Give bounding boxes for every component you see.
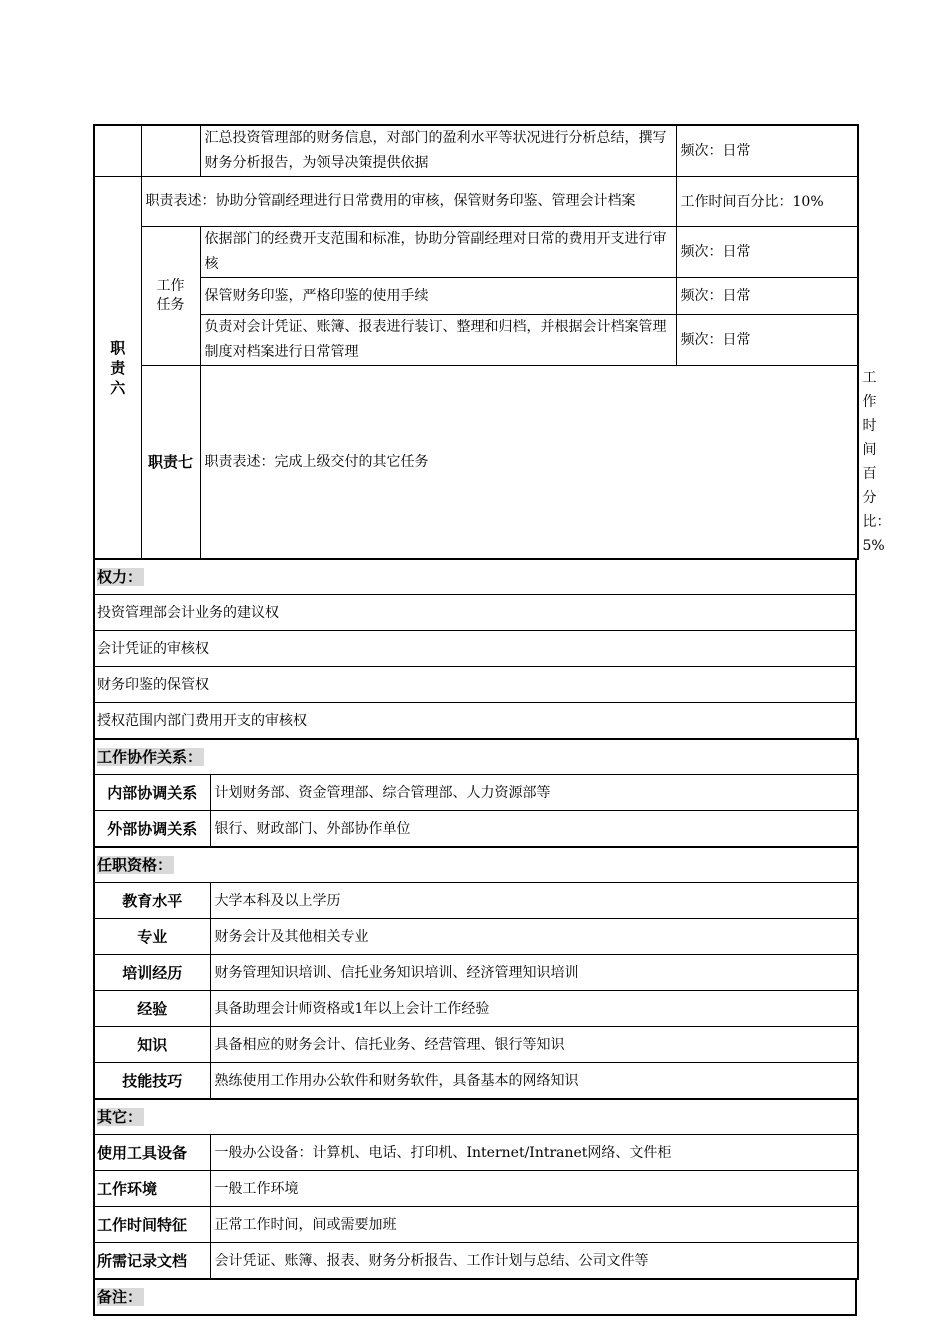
qualification-value: 熟练使用工作用办公软件和财务软件，具备基本的网络知识	[210, 1063, 858, 1100]
duty6-description-row	[94, 177, 858, 227]
duty-continued-row	[94, 125, 858, 177]
other-header-row	[94, 1099, 858, 1135]
duty6-task-row	[94, 315, 858, 366]
task-frequency: 频次：日常	[676, 315, 858, 366]
other-table	[93, 1098, 859, 1280]
task-label-cell-empty	[141, 125, 200, 177]
other-row	[94, 1243, 858, 1280]
other-label: 工作时间特征	[94, 1207, 210, 1243]
qualification-section-title: 任职资格：	[94, 847, 858, 883]
qualification-label: 技能技巧	[94, 1063, 210, 1100]
cooperation-value: 计划财务部、资金管理部、综合管理部、人力资源部等	[210, 775, 858, 811]
power-item-row	[94, 703, 856, 740]
remark-section-title: 备注：	[94, 1279, 856, 1315]
duty7-description: 职责表述：完成上级交付的其它任务	[200, 366, 858, 560]
qualification-label: 经验	[94, 991, 210, 1027]
qualification-row	[94, 1027, 858, 1063]
task-text: 汇总投资管理部的财务信息，对部门的盈利水平等状况进行分析总结，撰写财务分析报告，为领导决策提供依据	[200, 125, 676, 177]
task-text: 保管财务印鉴，严格印鉴的使用手续	[200, 278, 676, 315]
other-label: 所需记录文档	[94, 1243, 210, 1280]
duties-table	[93, 124, 891, 560]
power-item-row	[94, 631, 856, 667]
power-item: 授权范围内部门费用开支的审核权	[94, 703, 856, 740]
other-value: 会计凭证、账簿、报表、财务分析报告、工作计划与总结、公司文件等	[210, 1243, 858, 1280]
cooperation-table	[93, 738, 859, 848]
other-value: 一般办公设备：计算机、电话、打印机、Internet/Intranet网络、文件柜	[210, 1135, 858, 1171]
duty6-task-row	[94, 278, 858, 315]
qualification-label: 培训经历	[94, 955, 210, 991]
duty6-task-row	[94, 227, 858, 278]
qualification-row	[94, 955, 858, 991]
task-frequency: 频次：日常	[676, 278, 858, 315]
qualification-row	[94, 919, 858, 955]
qualification-label: 专业	[94, 919, 210, 955]
qualification-value: 具备助理会计师资格或1年以上会计工作经验	[210, 991, 858, 1027]
power-section-title: 权力：	[94, 559, 856, 595]
cooperation-label: 外部协调关系	[94, 811, 210, 848]
qualification-label: 知识	[94, 1027, 210, 1063]
other-value: 正常工作时间，间或需要加班	[210, 1207, 858, 1243]
cooperation-row	[94, 775, 858, 811]
remark-header-row	[94, 1279, 856, 1315]
power-item: 会计凭证的审核权	[94, 631, 856, 667]
task-text: 负责对会计凭证、账簿、报表进行装订、整理和归档，并根据会计档案管理制度对档案进行日常管理	[200, 315, 676, 366]
qualification-value: 大学本科及以上学历	[210, 883, 858, 919]
remark-table	[93, 1278, 857, 1316]
qualification-row	[94, 883, 858, 919]
task-frequency: 频次：日常	[676, 227, 858, 278]
qualification-value: 财务会计及其他相关专业	[210, 919, 858, 955]
cooperation-row	[94, 811, 858, 848]
duty7-label: 职责七	[141, 366, 200, 560]
power-header-row	[94, 559, 856, 595]
other-label: 工作环境	[94, 1171, 210, 1207]
task-text: 依据部门的经费开支范围和标准，协助分管副经理对日常的费用开支进行审核	[200, 227, 676, 278]
duty7-row: 职责七 职责表述：完成上级交付的其它任务 工作时间百分比：5%	[94, 366, 858, 560]
other-value: 一般工作环境	[210, 1171, 858, 1207]
task-frequency: 频次：日常	[676, 125, 858, 177]
duty-label-cell-empty	[94, 125, 141, 177]
duty6-percent: 工作时间百分比：10%	[676, 177, 858, 227]
duty6-task-label: 工作任务	[141, 227, 200, 366]
qualification-value: 财务管理知识培训、信托业务知识培训、经济管理知识培训	[210, 955, 858, 991]
qualification-value: 具备相应的财务会计、信托业务、经营管理、银行等知识	[210, 1027, 858, 1063]
power-table	[93, 558, 857, 740]
duty6-label: 职责六	[94, 177, 141, 560]
power-item: 财务印鉴的保管权	[94, 667, 856, 703]
cooperation-section-title: 工作协作关系：	[94, 739, 858, 775]
other-row	[94, 1207, 858, 1243]
other-label: 使用工具设备	[94, 1135, 210, 1171]
power-item: 投资管理部会计业务的建议权	[94, 595, 856, 631]
qualification-label: 教育水平	[94, 883, 210, 919]
cooperation-label: 内部协调关系	[94, 775, 210, 811]
cooperation-header-row	[94, 739, 858, 775]
qualification-row	[94, 991, 858, 1027]
duty6-description: 职责表述：协助分管副经理进行日常费用的审核，保管财务印鉴、管理会计档案	[141, 177, 676, 227]
power-item-row	[94, 667, 856, 703]
other-section-title: 其它：	[94, 1099, 858, 1135]
other-row	[94, 1171, 858, 1207]
job-description-page	[93, 124, 891, 1316]
power-item-row	[94, 595, 856, 631]
other-row	[94, 1135, 858, 1171]
cooperation-value: 银行、财政部门、外部协作单位	[210, 811, 858, 848]
qualification-row	[94, 1063, 858, 1100]
qualification-table	[93, 846, 859, 1100]
qualification-header-row	[94, 847, 858, 883]
